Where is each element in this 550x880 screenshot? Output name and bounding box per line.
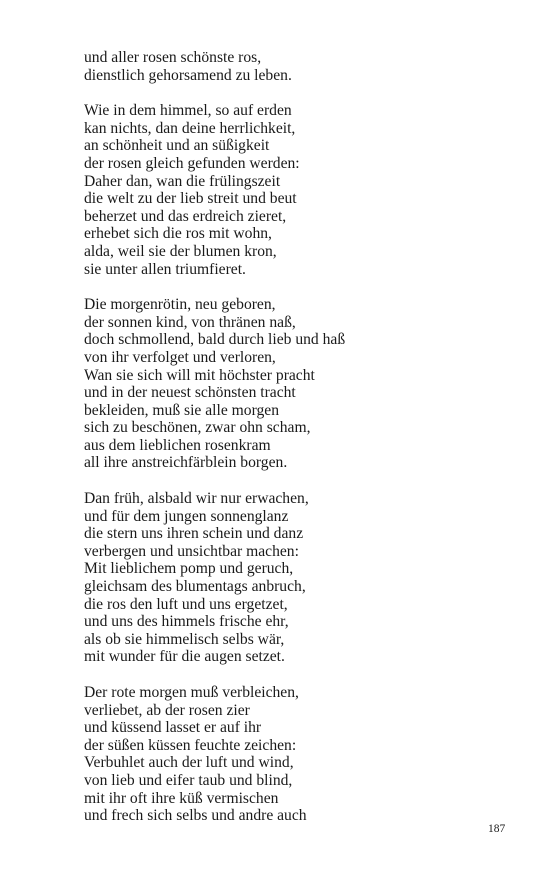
poem-line: und für dem jungen sonnenglanz [84,507,289,525]
poem-line: Wan sie sich will mit höchster pracht [84,366,315,384]
poem-line: Dan früh, alsbald wir nur erwachen, [84,490,309,508]
poem-line: beherzet und das erdreich zieret, [84,207,287,225]
poem-line: gleichsam des blumentags anbruch, [84,578,306,596]
poem-line: Mit lieblichem pomp und geruch, [84,560,294,578]
poem-line: sie unter allen triumfieret. [84,260,246,278]
poem-line: der süßen küssen feuchte zeichen: [84,736,297,754]
poem-line: sich zu beschönen, zwar ohn scham, [84,419,311,437]
poem-line: Der rote morgen muß verbleichen, [84,684,299,701]
poem-line: Wie in dem himmel, so auf erden [84,102,292,120]
poem-line: und aller rosen schönste ros, [84,49,262,66]
page-number: 187 [488,823,506,835]
poem-line: verbergen und unsichtbar machen: [84,542,299,560]
poem-line: dienstlich gehorsamend zu leben. [84,66,292,84]
poem-line: und uns des himmels frische ehr, [84,613,289,631]
poem-line: der sonnen kind, von thränen naß, [84,313,296,331]
poem-line: alda, weil sie der blumen kron, [84,242,277,260]
poem-line: die ros den luft und uns ergetzet, [84,595,288,613]
poem-line: verliebet, ab der rosen zier [84,701,250,719]
stanza-4 [84,490,514,666]
poem-line: doch schmollend, bald durch lieb und haß [84,331,346,349]
poem-line: von lieb und eifer taub und blind, [84,771,293,789]
poem-line: und frech sich selbs und andre auch [84,807,307,825]
poem-line: erhebet sich die ros mit wohn, [84,225,272,243]
stanza-2 [84,102,514,278]
poem-page [84,49,514,843]
stanza-5 [84,684,514,825]
poem-line: als ob sie himmelisch selbs wär, [84,630,285,648]
poem-line: und in der neuest schönsten tracht [84,384,296,402]
poem-line: bekleiden, muß sie alle morgen [84,401,280,419]
poem-line: aus dem lieblichen rosenkram [84,436,271,454]
poem-line: von ihr verfolget und verloren, [84,348,276,366]
poem-line: mit ihr oft ihre küß vermischen [84,789,279,807]
poem-line: Daher dan, wan die frülingszeit [84,172,281,190]
poem-line: an schönheit und an süßigkeit [84,137,270,155]
poem-line: der rosen gleich gefunden werden: [84,154,300,172]
stanza-3 [84,296,514,472]
poem-line: Verbuhlet auch der luft und wind, [84,754,294,772]
poem-line: all ihre anstreichfärblein borgen. [84,454,288,472]
poem-line: Die morgenrötin, neu geboren, [84,296,276,314]
poem-line: die stern uns ihren schein und danz [84,525,304,543]
poem-line: kan nichts, dan deine herrlichkeit, [84,119,296,137]
poem-line: die welt zu der lieb streit und beut [84,190,297,208]
stanza-1 [84,49,514,84]
poem-line: und küssend lasset er auf ihr [84,719,262,737]
poem-line: mit wunder für die augen setzet. [84,648,285,666]
